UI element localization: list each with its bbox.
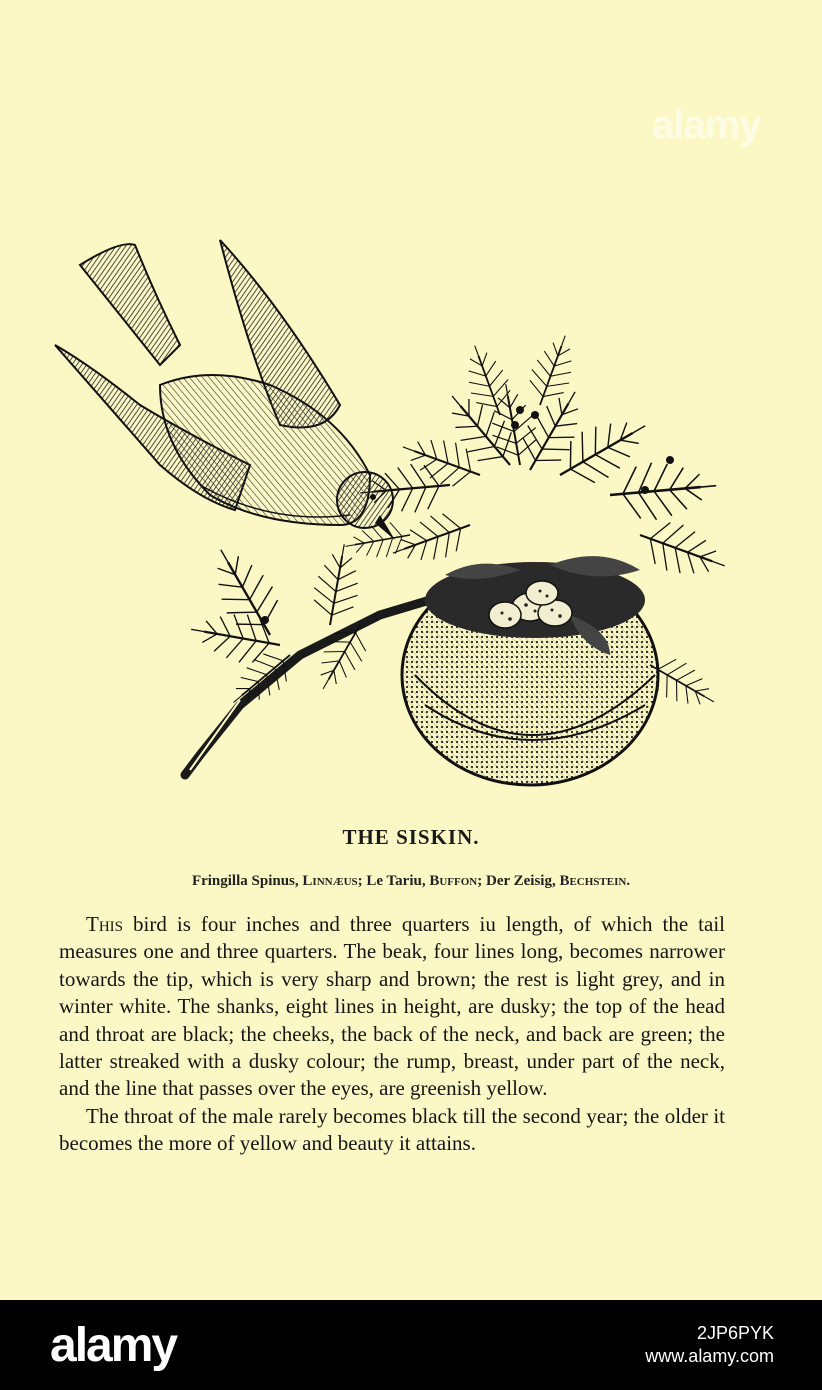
- paragraph-maturity: The throat of the male rarely becomes black till the second year; the older it becomes the more of yellow and beauty it attains.: [59, 1103, 725, 1156]
- author-buffon: Buffon: [429, 873, 478, 889]
- author-bechstein: Bechstein: [559, 873, 627, 889]
- watermark-logo: alamy: [652, 103, 761, 147]
- article-body: [59, 911, 725, 1158]
- stock-footer: [0, 1300, 822, 1390]
- synonym-bechstein: Der Zeisig,: [485, 873, 556, 889]
- footer-image-id: 2JP6PYK: [696, 1323, 774, 1343]
- synonym-linnaeus: Fringilla Spinus,: [191, 873, 299, 889]
- footer-image-info: [645, 1322, 774, 1368]
- engraving-siskin-with-nest: [50, 235, 750, 800]
- paragraph-description: [59, 911, 725, 1103]
- synonym-buffon: Le Tariu,: [366, 873, 426, 889]
- drop-word: This: [86, 912, 123, 936]
- footer-brand-logo: alamy: [50, 1319, 177, 1372]
- author-linnaeus: Linnæus: [302, 873, 358, 889]
- footer-site-url[interactable]: www.alamy.com: [645, 1346, 774, 1366]
- paragraph-description-text: bird is four inches and three quarters iu length, of which the tail measures one and three quarters. The beak, four lines long, becomes narrower towards the tip, which is very sharp and brown; the rest is light grey, and in winter white. The shanks, eight lines in height, are dusky; the top of the head and throat are black; the cheeks, the back of the neck, and back are green; the latter streaked with a dusky colour; the rump, breast, under part of the neck, and the line that passes over the eyes, are greenish yellow.: [59, 912, 725, 1101]
- article-title: THE SISKIN.: [342, 825, 480, 849]
- scientific-synonyms: Fringilla Spinus, Linnæus; Le Tariu, Buffon; Der Zeisig, Bechstein.: [191, 873, 631, 889]
